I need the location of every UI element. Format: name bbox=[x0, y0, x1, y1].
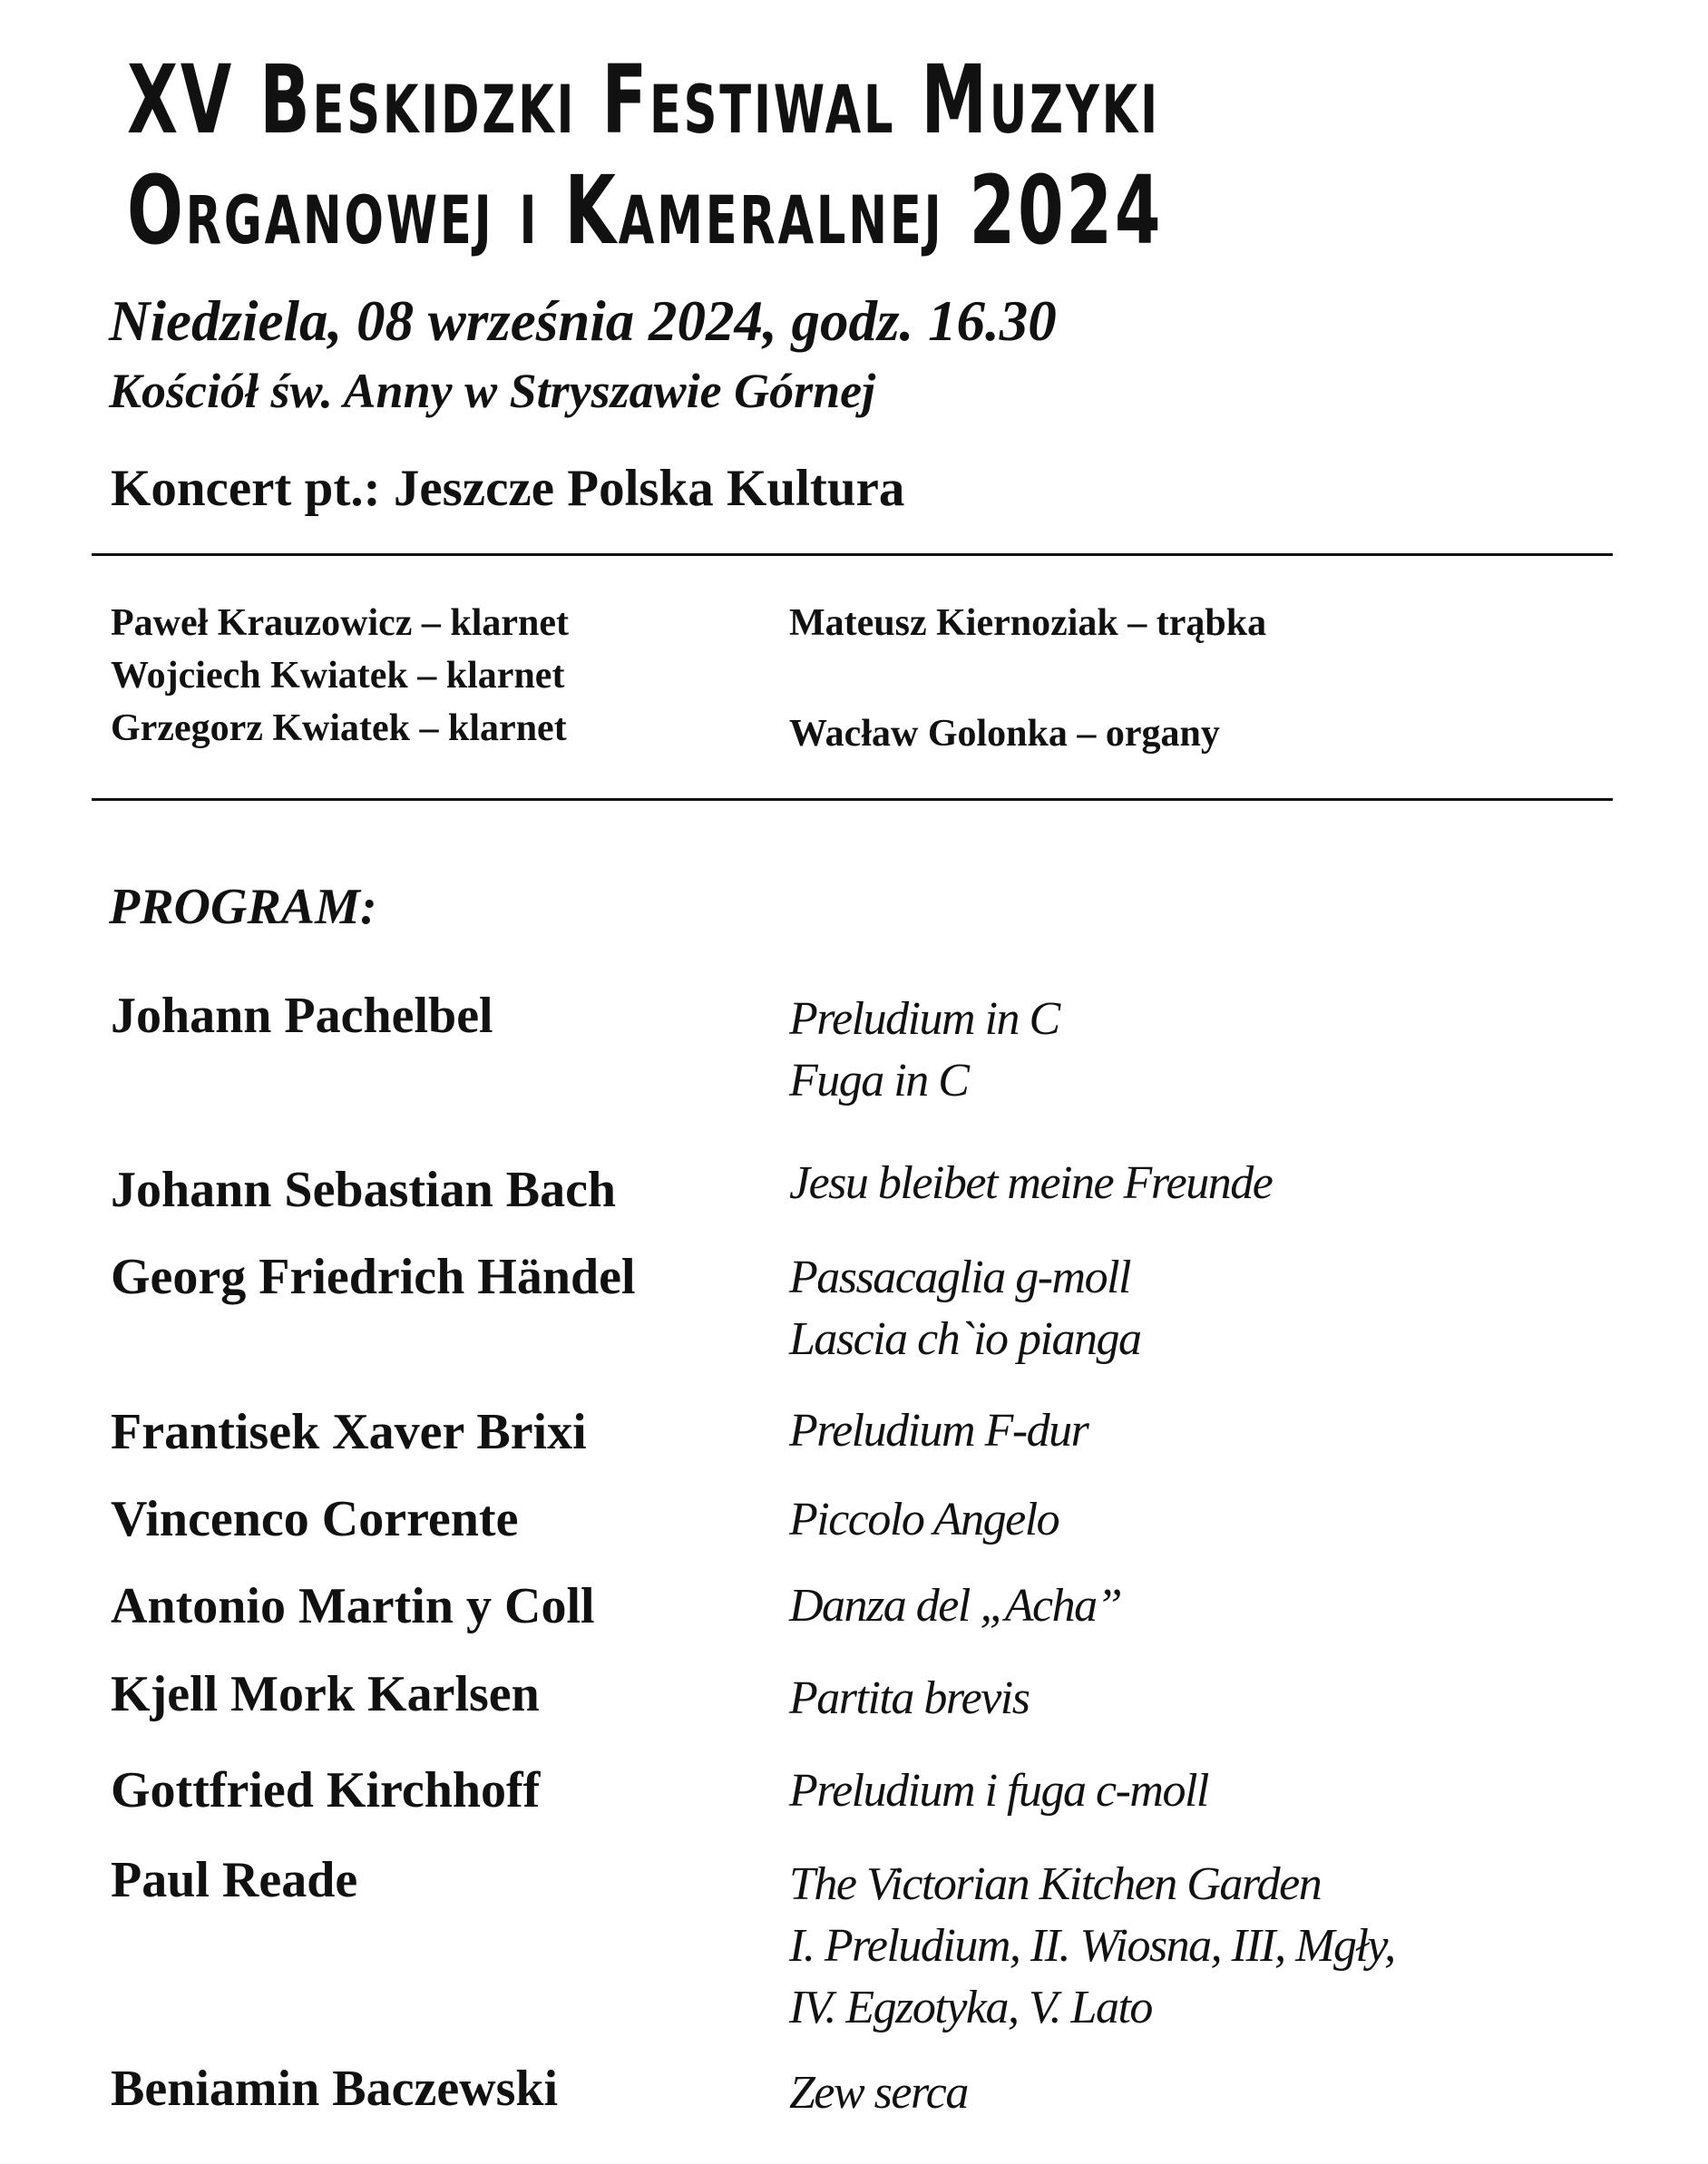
program-works bbox=[789, 1668, 1030, 1730]
program-work: I. Preludium, II. Wiosna, III, Mgły, bbox=[789, 1920, 1395, 1972]
program-composer: Gottfried Kirchhoff bbox=[111, 1762, 541, 1818]
festival-title-line-2: Organowej i Kameralnej 2024 bbox=[127, 155, 1164, 266]
program-work: Zew serca bbox=[789, 2067, 968, 2119]
performer-clarinet-3: Grzegorz Kwiatek – klarnet bbox=[111, 707, 567, 749]
program-works bbox=[789, 2062, 968, 2124]
program-works bbox=[789, 1489, 1059, 1551]
program-works bbox=[789, 1760, 1208, 1822]
program-works bbox=[789, 1854, 1395, 2039]
program-composer: Frantisek Xaver Brixi bbox=[111, 1404, 587, 1460]
concert-title: Koncert pt.: Jeszcze Polska Kultura bbox=[111, 460, 905, 517]
program-work: Partita brevis bbox=[789, 1672, 1030, 1724]
program-work: Passacaglia g-moll bbox=[789, 1252, 1130, 1303]
program-composer: Johann Pachelbel bbox=[111, 988, 493, 1044]
program-works bbox=[789, 989, 1059, 1112]
program-works bbox=[789, 1247, 1140, 1370]
program-composer: Johann Sebastian Bach bbox=[111, 1162, 617, 1218]
program-composer: Georg Friedrich Händel bbox=[111, 1249, 636, 1305]
program-work: Preludium F-dur bbox=[789, 1405, 1088, 1457]
program-work: Piccolo Angelo bbox=[789, 1494, 1059, 1545]
performer-clarinet-1: Paweł Krauzowicz – klarnet bbox=[111, 602, 570, 644]
program-work: Danza del „Acha” bbox=[789, 1580, 1121, 1632]
program-composer: Antonio Martin y Coll bbox=[111, 1578, 595, 1634]
program-works bbox=[789, 1575, 1121, 1637]
program-work: Preludium in C bbox=[789, 993, 1059, 1045]
concert-venue: Kościół św. Anny w Stryszawie Górnej bbox=[109, 364, 876, 418]
program-works bbox=[789, 1400, 1088, 1462]
program-composer: Paul Reade bbox=[111, 1852, 358, 1908]
program-work: Fuga in C bbox=[789, 1055, 969, 1106]
performer-organ: Wacław Golonka – organy bbox=[789, 713, 1220, 755]
program-works bbox=[789, 1153, 1272, 1214]
program-work: Lascia ch`io pianga bbox=[789, 1313, 1141, 1365]
program-work: IV. Egzotyka, V. Lato bbox=[789, 1982, 1152, 2033]
program-work: The Victorian Kitchen Garden bbox=[789, 1858, 1322, 1910]
program-composer: Beniamin Baczewski bbox=[111, 2061, 559, 2117]
program-heading: PROGRAM: bbox=[109, 879, 377, 935]
concert-date: Niedziela, 08 września 2024, godz. 16.30 bbox=[109, 289, 1057, 353]
performer-trumpet: Mateusz Kiernoziak – trąbka bbox=[789, 602, 1267, 644]
divider-top bbox=[92, 553, 1613, 556]
program-composer: Kjell Mork Karlsen bbox=[111, 1666, 540, 1722]
program-work: Preludium i fuga c-moll bbox=[789, 1765, 1208, 1817]
divider-bottom bbox=[92, 798, 1613, 801]
program-work: Jesu bleibet meine Freunde bbox=[789, 1157, 1273, 1209]
program-composer: Vincenco Corrente bbox=[111, 1491, 519, 1547]
festival-title-line-1: XV Beskidzki Festiwal Muzyki bbox=[127, 44, 1160, 155]
performer-clarinet-2: Wojciech Kwiatek – klarnet bbox=[111, 655, 565, 697]
